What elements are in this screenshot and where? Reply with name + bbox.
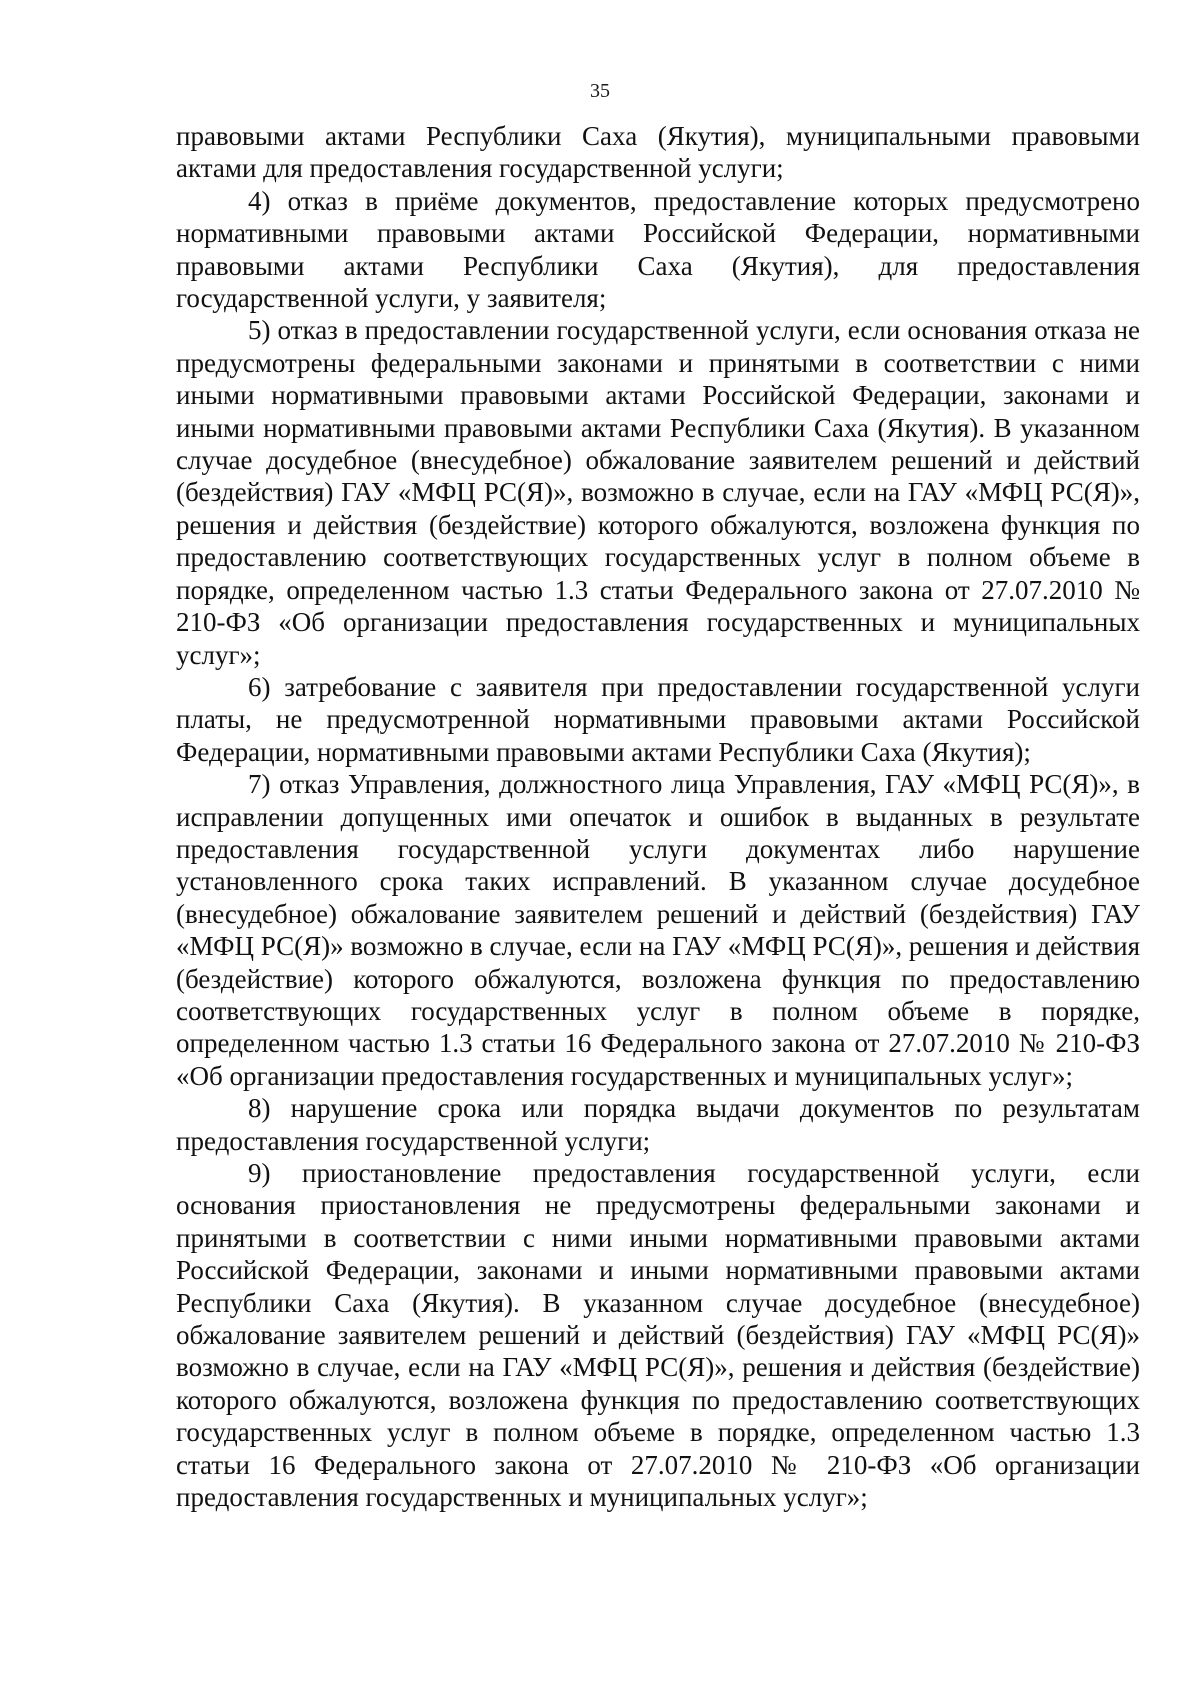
paragraph-item-9: 9) приостановление предоставления государственной услуги, если основания приостановления не предусмотрены федеральными законами и принятыми в соответствии с ними иными нормативными правовыми актами Российской Федерации, законами и иными нормативными правовыми актами Республики Саха (Якутия). В указанном случае досудебное (внесудебное) обжалование заявителем решений и действий (бездействия) ГАУ «МФЦ РС(Я)» возможно в случае, если на ГАУ «МФЦ РС(Я)», решения и действия (бездействие) которого обжалуются, возложена функция по предоставлению соответствующих государственных услуг в полном объеме в порядке, определенном частью 1.3 статьи 16 Федерального закона от 27.07.2010 № 210-ФЗ «Об организации предоставления государственных и муниципальных услуг»; [176, 1158, 1140, 1513]
paragraph-item-6: 6) затребование с заявителя при предоставлении государственной услуги платы, не предусмотренной нормативными правовыми актами Российской Федерации, нормативными правовыми актами Республики Саха (Якутия); [176, 671, 1140, 767]
paragraph-item-8: 8) нарушение срока или порядка выдачи документов по результатам предоставления государственной услуги; [176, 1093, 1140, 1156]
document-body [176, 120, 1140, 1513]
page-number: 35 [590, 80, 610, 102]
paragraph-item-7: 7) отказ Управления, должностного лица Управления, ГАУ «МФЦ РС(Я)», в исправлении допущенных ими опечаток и ошибок в выданных в результате предоставления государственной услуги документах либо нарушение установленного срока таких исправлений. В указанном случае досудебное (внесудебное) обжалование заявителем решений и действий (бездействия) ГАУ «МФЦ РС(Я)» возможно в случае, если на ГАУ «МФЦ РС(Я)», решения и действия (бездействие) которого обжалуются, возложена функция по предоставлению соответствующих государственных услуг в полном объеме в порядке, определенном частью 1.3 статьи 16 Федерального закона от 27.07.2010 № 210-ФЗ «Об организации предоставления государственных и муниципальных услуг»; [176, 769, 1140, 1091]
paragraph-item-5: 5) отказ в предоставлении государственной услуги, если основания отказа не предусмотрены федеральными законами и принятыми в соответствии с ними иными нормативными правовыми актами Российской Федерации, законами и иными нормативными правовыми актами Республики Саха (Якутия). В указанном случае досудебное (внесудебное) обжалование заявителем решений и действий (бездействия) ГАУ «МФЦ РС(Я)», возможно в случае, если на ГАУ «МФЦ РС(Я)», решения и действия (бездействие) которого обжалуются, возложена функция по предоставлению соответствующих государственных услуг в полном объеме в порядке, определенном частью 1.3 статьи Федерального закона от 27.07.2010 № 210-ФЗ «Об организации предоставления государственных и муниципальных услуг»; [176, 315, 1140, 670]
paragraph-continuation: правовыми актами Республики Саха (Якутия), муниципальными правовыми актами для предоставления государственной услуги; [176, 121, 1140, 184]
paragraph-item-4: 4) отказ в приёме документов, предоставление которых предусмотрено нормативными правовыми актами Российской Федерации, нормативными правовыми актами Республики Саха (Якутия), для предоставления государственной услуги, у заявителя; [176, 185, 1140, 314]
